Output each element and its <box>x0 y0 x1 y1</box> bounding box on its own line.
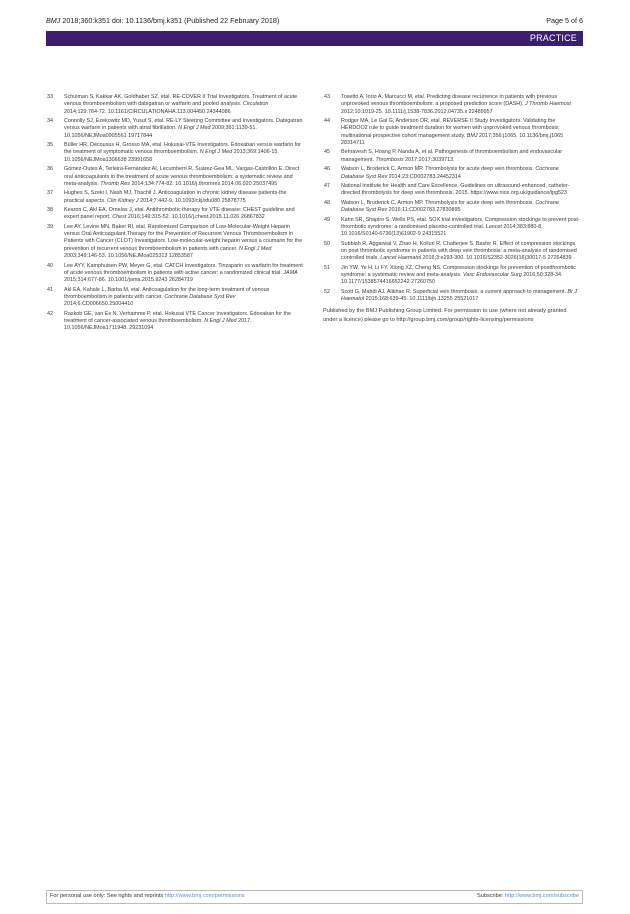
reference-details: 2012;10:1019-25. 10.1111/j.1538-7836.2012.04735.x 22489957 <box>341 108 493 115</box>
reference-journal: Cochrane Database Syst Rev <box>164 293 236 300</box>
reference-item <box>46 94 304 116</box>
reference-item <box>46 190 304 205</box>
reference-number: 50 <box>324 240 330 247</box>
reference-item <box>323 183 581 198</box>
reference-item <box>323 200 581 215</box>
reference-details: 2014;129:764-72. 10.1161/CIRCULATIONAHA.113.004450 24344086 <box>64 108 231 115</box>
page-footer <box>46 890 583 904</box>
permissions-link[interactable]: http://www.bmj.com/permissions <box>164 893 245 899</box>
reference-text: Jin YW, Ye H, Li FY, Xiong XZ, Cheng NS. Compression stockings for prevention of postthrombotic syndrome: a systematic review and meta-analysis. <box>341 264 577 279</box>
reference-item <box>46 166 304 188</box>
footer-subscribe-text: Subscribe: <box>477 893 505 899</box>
reference-text: Lee AY, Levine MN, Baker RI, etal. Randomized Comparison of Low-Molecular-Weight Heparin versus Oral Anticoagulant Therapy for the Prevention of Recurrent Venous Thromboembolism in Patients with Cancer (CLOT) Investigators. Low-molecular-weight heparin versus a coumarin for the prevention of recurrent venous thromboembolism in patients with cancer. <box>64 223 303 252</box>
subscribe-link[interactable]: http://www.bmj.com/subscribe <box>505 893 579 899</box>
reference-journal: JAMA <box>283 269 298 276</box>
reference-details: 2017;356:j1065. 10.1136/bmj.j1065 28314711 <box>341 132 564 146</box>
reference-details: 2014;383:880-8. 10.1016/S0140-6736(13)61902-9 24315521 <box>341 223 543 238</box>
section-banner <box>46 31 583 46</box>
reference-journal: N Engl J Med <box>178 125 211 132</box>
reference-details: 2015;168:639-45. 10.1111/bjh.13255 25521017 <box>365 296 479 303</box>
reference-details: 2014;7:442-9. 10.1093/ckj/sfu080 25878775 <box>140 197 246 204</box>
reference-item <box>46 287 304 309</box>
reference-text: Hughes S, Szeki I, Nash MJ, Thachil J. Anticoagulation in chronic kidney disease patients-the practical aspects. <box>64 190 287 204</box>
reference-number: 49 <box>324 216 330 223</box>
reference-number: 48 <box>324 199 330 206</box>
reference-item <box>46 224 304 260</box>
citation-text: 2018;360:k351 doi: 10.1136/bmj.k351 (Published 22 February 2018) <box>62 16 280 25</box>
reference-details: 2016;11:CD002783.27830895 <box>388 207 461 214</box>
footer-rights-text: For personal use only: See rights and reprints <box>50 893 165 899</box>
reference-details: 2016;50:328-34. 10.1177/1538574416652242 27260750 <box>341 272 563 286</box>
citation-line <box>46 16 279 25</box>
reference-journal: Thromb Res <box>100 180 130 187</box>
reference-number: 37 <box>47 190 53 197</box>
reference-number: 40 <box>47 262 53 269</box>
reference-item <box>46 118 304 140</box>
reference-number: 36 <box>47 166 53 173</box>
reference-item <box>46 142 304 164</box>
reference-journal: J Thromb Haemost <box>524 101 571 108</box>
reference-item <box>46 207 304 222</box>
reference-text: Raskob GE, van Es N, Verhamme P, etal. Hokusai VTE Cancer Investigators. Edoxaban for the treatment of cancer-associated venous thromboembolism. <box>64 310 292 324</box>
reference-text: Kahn SR, Shapiro S, Wells PS, etal. SOX trial investigators. Compression stockings to prevent post-thrombotic syndrome: a randomised placebo-controlled trial. <box>341 216 580 230</box>
reference-text: Schulman S, Kakkar AK, Goldhaber SZ, etal. RE-COVER II Trial Investigators. Treatment of acute venous thromboembolism with dabigatran or warfarin and pooled analysis. <box>64 94 298 108</box>
reference-text: Connolly SJ, Ezekowitz MD, Yusuf S, etal. RE-LY Steering Committee and Investigators. Dabigatran versus warfarin in patients with atrial fibrillation. <box>64 118 303 132</box>
reference-journal: BMJ <box>466 132 478 139</box>
reference-item <box>323 149 581 164</box>
reference-details: 2017. 10.1056/NEJMoa1711948. 29231094 <box>64 318 252 332</box>
reference-number: 41 <box>47 286 53 293</box>
reference-journal: Cochrane Database Syst Rev <box>341 199 559 214</box>
reference-journal: Circulation <box>242 101 269 108</box>
reference-item <box>323 94 581 116</box>
reference-text: Lee AYY, Kamphuisen PW, Meyer G, etal. CATCH Investigators. Tinzaparin vs warfarin for treatment of acute venous thromboembolism in patients with active cancer: a randomized clinical trial. <box>64 262 303 276</box>
reference-text: Gómez-Outes A, Terleira-Fernández AI, Lecumberri R, Suárez-Gea ML, Vargas-Castrillón E. Direct oral anticoagulants in the treatment of acute venous thromboembolism: a systematic review and meta-analysis. <box>64 166 300 187</box>
reference-text: Rodger MA, Le Gal G, Anderson DR, etal. REVERSE II Study Investigators. Validating the HERDOO2 rule to guide treatment duration for women with unprovoked venous thrombosis: multinational prospective cohort management study. <box>341 118 560 139</box>
reference-journal: Br J Haematol <box>341 288 578 303</box>
reference-journal: Chest <box>112 214 127 221</box>
section-label: PRACTICE <box>529 33 577 43</box>
footer-rights <box>50 893 245 899</box>
reference-number: 33 <box>47 94 53 100</box>
reference-text: Tosetto A, Iorio A, Marcucci M, etal. Predicting disease recurrence in patients with previous unprovoked venous thromboembolism: a proposed prediction score (DASH). <box>341 94 558 108</box>
reference-number: 45 <box>324 149 330 156</box>
reference-details: 2013;369:1406-15. 10.1056/NEJMoa1306638 23991658 <box>64 149 279 163</box>
publisher-note: Published by the BMJ Publishing Group Limited. For permission to use (where not already granted under a licence) please go to http://group.bmj.com/group/rights-licensing/permissions <box>323 308 567 323</box>
reference-number: 52 <box>324 288 330 295</box>
reference-details: 2014;23:CD002783.24452314 <box>388 173 461 180</box>
reference-item <box>46 263 304 285</box>
journal-name: BMJ <box>46 16 61 25</box>
reference-details: 2009;361:1139-51. 10.1056/NEJMoa0905561 19717844 <box>64 125 257 139</box>
reference-text: Akl EA, Kahale L, Barba M, etal. Anticoagulation for the long-term treatment of venous thromboembolism in patients with cancer. <box>64 286 270 300</box>
reference-number: 38 <box>47 207 53 214</box>
references-right-column <box>323 94 581 303</box>
reference-number: 47 <box>324 183 330 190</box>
page-header <box>46 11 583 29</box>
reference-journal: N Engl J Med <box>199 149 233 156</box>
reference-number: 51 <box>324 264 330 271</box>
footer-subscribe <box>477 893 579 899</box>
reference-number: 35 <box>47 142 53 149</box>
reference-text: Watson L, Broderick C, Armon MP. Thrombolysis for acute deep vein thrombosis. <box>341 166 534 173</box>
reference-details: 2016;149:315-52. 10.1016/j.chest.2015.11.026 26867832 <box>127 214 265 221</box>
reference-details: 2016;3:e293-300. 10.1016/S2352-3026(16)30017-5 27264839 <box>422 255 572 262</box>
reference-number: 39 <box>47 223 53 230</box>
reference-item <box>323 166 581 181</box>
reference-text: Büller HR, Décousus H, Grosso MA, etal. Hokusai-VTE Investigators. Edoxaban versus warfarin for the treatment of symptomatic venous thromboembolism. <box>64 142 301 156</box>
reference-journal: Clin Kidney J <box>107 197 139 204</box>
reference-number: 46 <box>324 166 330 173</box>
reference-details: 2014;6:CD006650.25004410 <box>64 301 134 308</box>
references-left-column <box>46 94 304 335</box>
reference-details: 2017;2017:3039713. <box>405 156 455 163</box>
references-right-column-wrap <box>323 94 581 324</box>
reference-number: 43 <box>324 94 330 100</box>
reference-journal: N Engl J Med <box>204 318 237 324</box>
reference-item <box>323 265 581 287</box>
reference-item <box>323 289 581 304</box>
reference-text: Subbiah R, Aggarwal V, Zhao H, Kolluri R, Chatterjee S, Bashir R. Effect of compression stockings on post thrombotic syndrome in patients with deep vein thrombosis: a meta-analysis of randomised controlled trials. <box>341 240 577 262</box>
reference-item <box>323 118 581 147</box>
reference-item <box>323 241 581 263</box>
reference-details: 2003;349:146-53. 10.1056/NEJMoa025313 12853587 <box>64 253 193 260</box>
reference-item <box>46 311 304 333</box>
reference-text: National Institute for Health and Care Excellence. Guidelines on ultrasound-enhanced, catheter-directed thrombolysis for deep vein thrombosis. 2015. https://www.nice.org.uk/guidance/ipg523 <box>341 183 570 197</box>
page-number: Page 5 of 6 <box>546 16 583 25</box>
reference-journal: Cochrane Database Syst Rev <box>341 166 559 180</box>
reference-details: 2014;134:774-82. 10.1016/j.thromres.2014.06.020 25037495 <box>131 180 278 187</box>
reference-text: Watson L, Broderick C, Armon MP. Thrombolysis for acute deep vein thrombosis. <box>341 199 534 206</box>
reference-text: Kearon C, Akl EA, Ornelas J, etal. Antithrombotic therapy for VTE disease: CHEST guideline and expert panel report. <box>64 207 295 221</box>
reference-number: 44 <box>324 118 330 125</box>
reference-text: Scott G, Mahdi AJ, Alikhan R. Superficial vein thrombosis: a current approach to management. <box>341 288 567 295</box>
reference-text: Behravesh S, Hoang P, Nanda A, et al. Pathogenesis of thromboembolism and endovascular management. <box>341 149 563 163</box>
reference-journal: Vasc Endovascular Surg <box>462 272 522 279</box>
reference-number: 42 <box>47 310 53 317</box>
reference-number: 34 <box>47 118 53 125</box>
reference-journal: Thrombosis <box>375 156 404 163</box>
reference-journal: Lancet <box>485 223 502 230</box>
reference-item <box>323 217 581 239</box>
reference-journal: Lancet Haematol <box>380 255 422 262</box>
reference-details: 2015;314:677-86. 10.1001/jama.2015.9243 26284719 <box>64 277 193 284</box>
reference-journal: N Engl J Med <box>239 245 272 252</box>
